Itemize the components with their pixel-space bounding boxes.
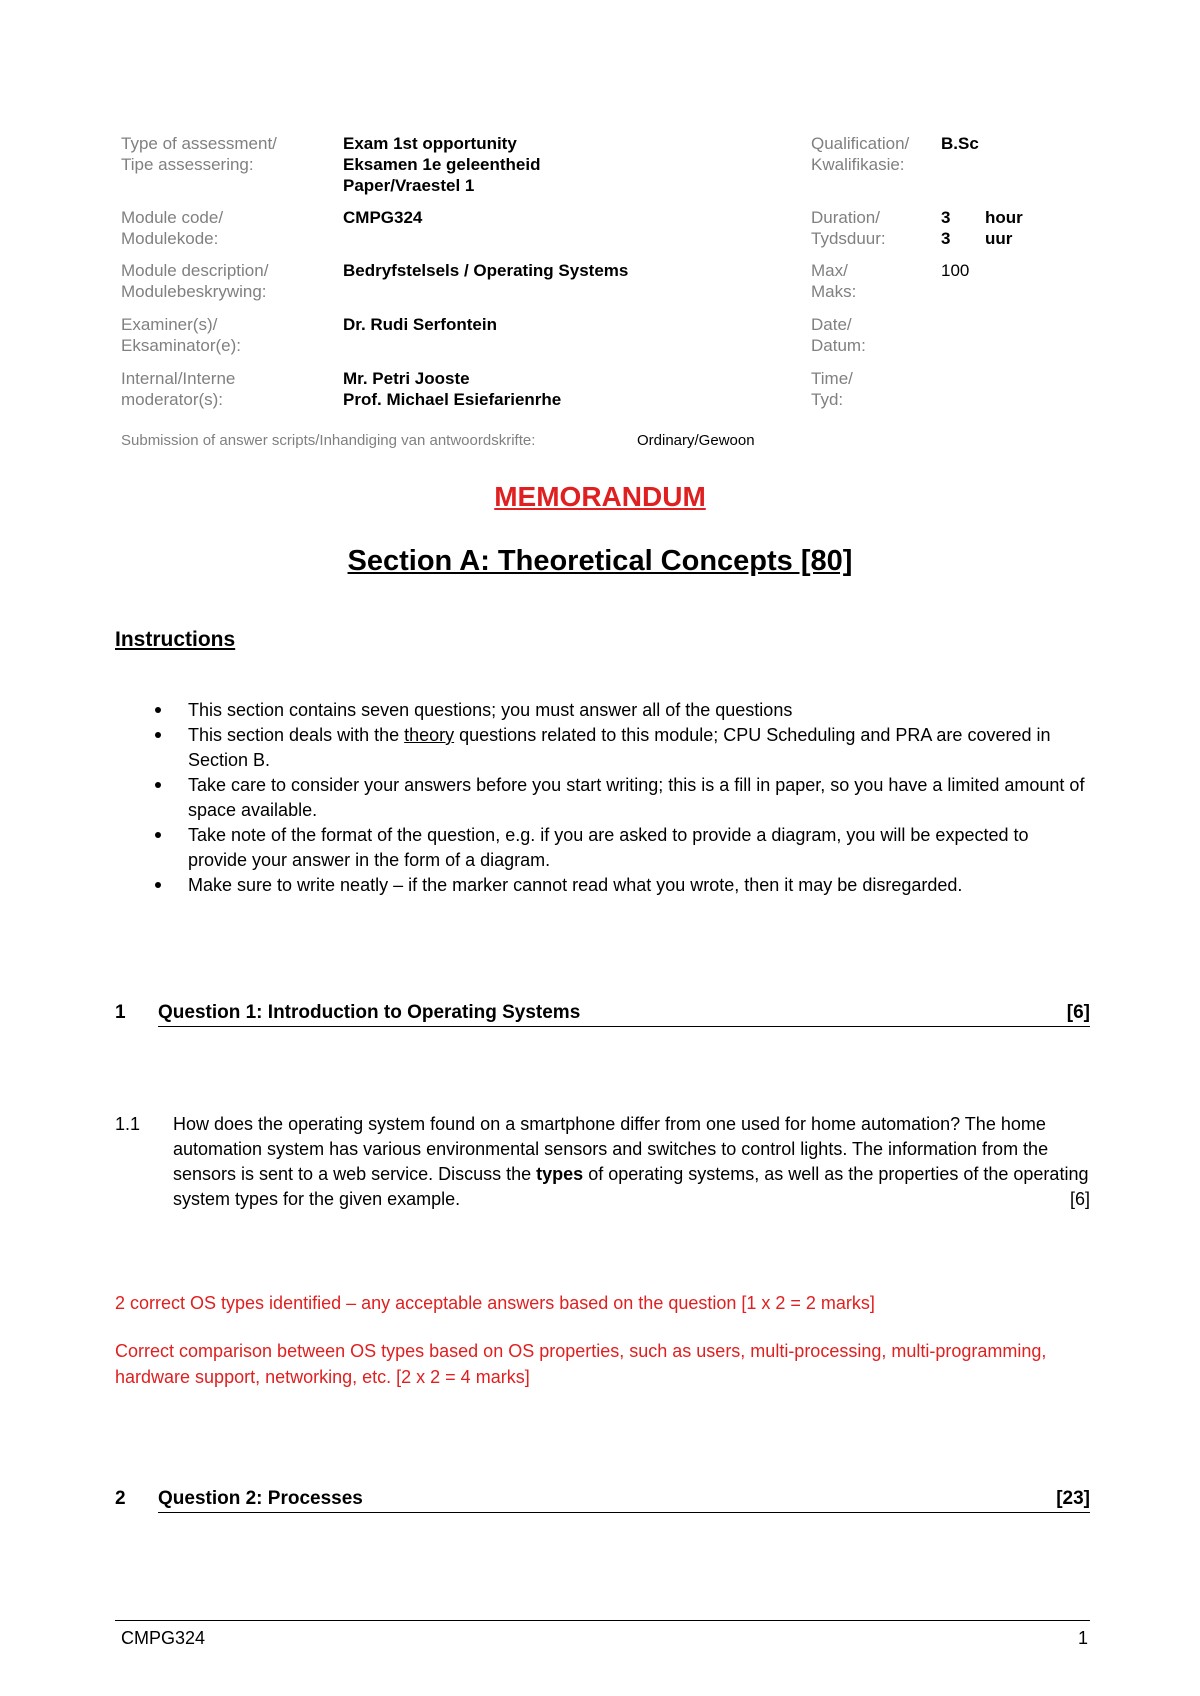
list-item-text: Make sure to write neatly – if the marker cannot read what you wrote, then it may be disregarded. — [188, 875, 963, 895]
type-of-assessment-label — [121, 133, 277, 175]
list-item-text: Take care to consider your answers before you start writing; this is a fill in paper, so you have a limited amount of space available. — [188, 775, 1085, 820]
question-number: 2 — [115, 1488, 126, 1509]
question-1-heading — [115, 1002, 1090, 1032]
question-marks: [6] — [1066, 1002, 1090, 1023]
text-run: How does the operating system found on a smartphone differ from one used for home automation? The home automation system has various environmental sensors and switches to control lights. The information from the sensors is sent to a web service. Discuss the — [173, 1114, 1049, 1184]
label-en: Date/ — [811, 315, 852, 334]
examiner-label — [121, 314, 241, 356]
label-en: Time/ — [811, 369, 853, 388]
moderator-label — [121, 368, 235, 410]
instructions-list — [150, 698, 1090, 898]
value-line: Exam 1st opportunity — [343, 134, 517, 153]
submission-value: Ordinary/Gewoon — [637, 432, 755, 449]
label-af: moderator(s): — [121, 390, 224, 409]
memo-answer-2: Correct comparison between OS types based on OS properties, such as users, multi-processing, multi-programming, hardware support, networking, etc. [2 x 2 = 4 marks] — [115, 1341, 1047, 1387]
duration-unit — [985, 207, 1023, 249]
date-label — [811, 314, 866, 356]
list-item — [150, 723, 1090, 773]
list-item-text: questions related to this module; CPU Scheduling and PRA are covered in Section B. — [188, 725, 1051, 770]
label-en: Internal/Interne — [121, 369, 236, 388]
underlined-word: theory — [404, 725, 455, 745]
label-en: Examiner(s)/ — [121, 315, 218, 334]
section-title: Section A: Theoretical Concepts [80] — [347, 545, 853, 577]
label-af: Modulebeskrywing: — [121, 282, 267, 301]
label-en: Module code/ — [121, 208, 224, 227]
module-description-label — [121, 260, 268, 302]
label-en: Module description/ — [121, 261, 269, 280]
list-item — [150, 823, 1090, 873]
question-heading-line — [158, 1002, 1090, 1027]
value-line: Prof. Michael Esiefarienrhe — [343, 390, 562, 409]
max-label — [811, 260, 856, 302]
qualification-label — [811, 133, 909, 175]
label-en: Max/ — [811, 261, 848, 280]
question-marks: [23] — [1056, 1488, 1090, 1509]
list-item — [150, 698, 1090, 723]
footer-module-code: CMPG324 — [121, 1628, 206, 1648]
duration-label — [811, 207, 886, 249]
list-item — [150, 773, 1090, 823]
module-code-value: CMPG324 — [343, 208, 423, 227]
value-line: hour — [985, 208, 1023, 227]
value-line: uur — [985, 229, 1013, 248]
value-line: Mr. Petri Jooste — [343, 369, 470, 388]
list-item-text: This section contains seven questions; you must answer all of the questions — [188, 700, 793, 720]
label-af: Modulekode: — [121, 229, 219, 248]
memo-answer-1: 2 correct OS types identified – any acceptable answers based on the question [1 x 2 = 2 marks] — [115, 1293, 875, 1313]
label-af: Maks: — [811, 282, 857, 301]
type-of-assessment-value — [343, 133, 540, 196]
value-line: 3 — [941, 208, 951, 227]
question-title: Question 1: Introduction to Operating Systems — [158, 1002, 581, 1023]
examiner-value: Dr. Rudi Serfontein — [343, 315, 497, 334]
label-af: Datum: — [811, 336, 866, 355]
instructions-heading: Instructions — [115, 628, 236, 651]
text-run: of operating systems, as well as the properties of the operating system types for the given example. — [173, 1164, 1089, 1209]
bold-word: types — [536, 1164, 584, 1184]
footer-page-number: 1 — [1078, 1628, 1089, 1648]
label-af: Tipe assessering: — [121, 155, 254, 174]
list-item-text: This section deals with the — [188, 725, 405, 745]
list-item-text: Take note of the format of the question, e.g. if you are asked to provide a diagram, you will be expected to provide your answer in the form of a diagram. — [188, 825, 1029, 870]
value-line: Paper/Vraestel 1 — [343, 176, 475, 195]
value-line: 3 — [941, 229, 951, 248]
label-af: Tydsduur: — [811, 229, 886, 248]
value-line: Eksamen 1e geleentheid — [343, 155, 541, 174]
label-en: Type of assessment/ — [121, 134, 277, 153]
question-heading-line — [158, 1488, 1090, 1513]
memorandum-title: MEMORANDUM — [494, 481, 706, 512]
moderator-value — [343, 368, 561, 410]
module-description-value: Bedryfstelsels / Operating Systems — [343, 261, 629, 280]
qualification-value: B.Sc — [941, 134, 979, 153]
max-value: 100 — [941, 261, 970, 280]
module-code-label — [121, 207, 223, 249]
label-en: Qualification/ — [811, 134, 910, 153]
subquestion-text — [173, 1112, 1090, 1212]
time-label — [811, 368, 853, 410]
label-en: Duration/ — [811, 208, 880, 227]
list-item — [150, 873, 1090, 898]
label-af: Tyd: — [811, 390, 844, 409]
label-af: Eksaminator(e): — [121, 336, 241, 355]
duration-number — [941, 207, 950, 249]
subquestion-marks: [6] — [1069, 1189, 1090, 1209]
footer-divider — [115, 1620, 1090, 1621]
label-af: Kwalifikasie: — [811, 155, 905, 174]
submission-label: Submission of answer scripts/Inhandiging van antwoordskrifte: — [121, 432, 536, 449]
question-title: Question 2: Processes — [158, 1488, 363, 1509]
question-2-heading — [115, 1488, 1090, 1518]
subquestion-number: 1.1 — [115, 1114, 141, 1134]
question-number: 1 — [115, 1002, 126, 1023]
